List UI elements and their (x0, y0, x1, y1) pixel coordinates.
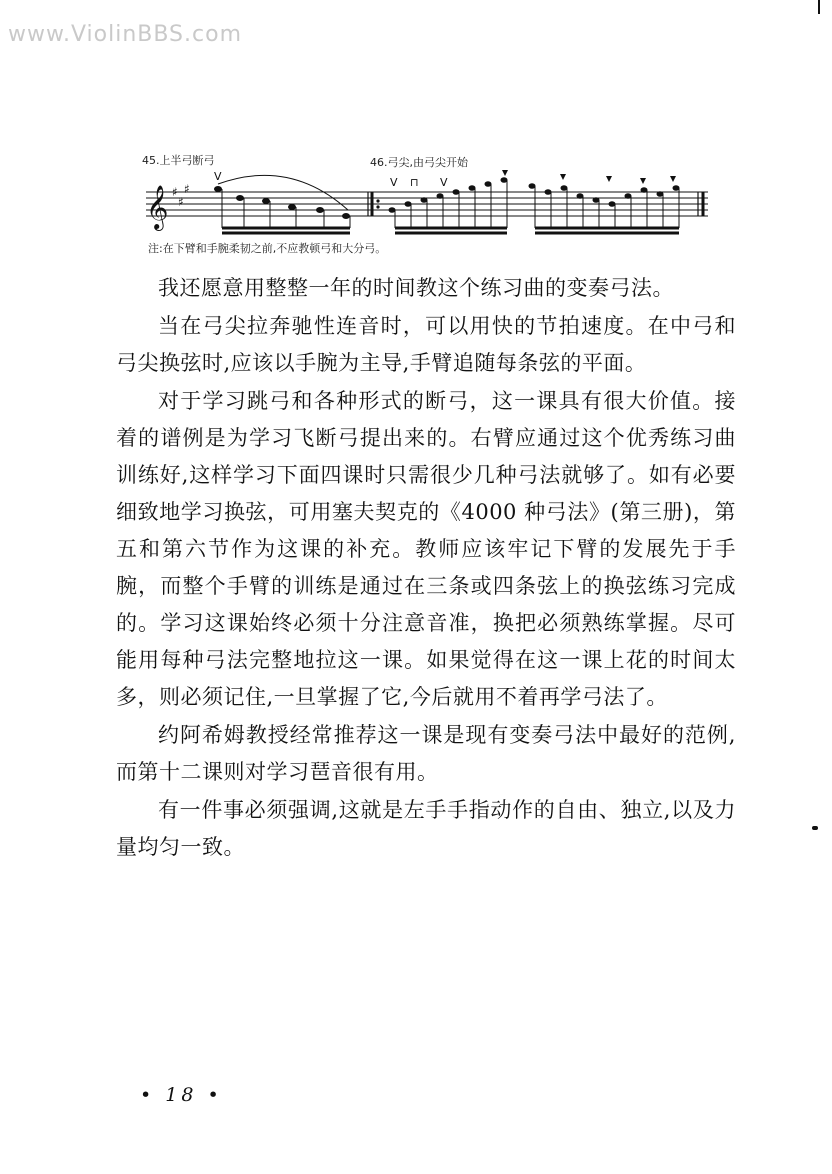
svg-text:V: V (440, 176, 448, 189)
svg-text:♯: ♯ (184, 182, 190, 196)
svg-text:V: V (390, 176, 398, 189)
svg-text:V: V (214, 170, 222, 183)
svg-text:⊓: ⊓ (410, 176, 419, 189)
paragraph-5: 有一件事必须强调,这就是左手手指动作的自由、独立,以及力量均匀一致。 (116, 798, 736, 859)
watermark: www.ViolinBBS.com (8, 22, 243, 47)
page-number: • 18 • (140, 1084, 223, 1106)
score-label-45: 45.上半弓断弓 (142, 154, 215, 167)
score-label-46: 46.弓尖,由弓尖开始 (370, 156, 468, 169)
edge-mark-top (818, 0, 820, 14)
paragraph-4: 约阿希姆教授经常推荐这一课是现有变奏弓法中最好的范例,而第十二课则对学习琶音很有用。 (116, 723, 736, 784)
paragraph-1: 我还愿意用整整一年的时间教这个练习曲的变奏弓法。 (158, 276, 674, 300)
paragraph-2: 当在弓尖拉奔驰性连音时，可以用快的节拍速度。在中弓和弓尖换弦时,应该以手腕为主导,手臂追随每条弦的平面。 (116, 314, 736, 375)
paragraph-3: 对于学习跳弓和各种形式的断弓，这一课具有很大价值。接着的谱例是为学习飞断弓提出来的。右臂应通过这个优秀练习曲训练好,这样学习下面四课时只需很少几种弓法就够了。如有必要细致地学习换弦，可用塞夫契克的《4000 种弓法》(第三册)，第五和第六节作为这课的补充。教师应该牢记下臂的发展先于手腕，而整个手臂的训练是通过在三条或四条弦上的换弦练习完成的。学习这课始终必须十分注意音准，换把必须熟练掌握。尽可能用每种弓法完整地拉这一课。如果觉得在这一课上花的时间太多，则必须记住,一旦掌握了它,今后就用不着再学弓法了。 (116, 389, 736, 709)
score-footnote: 注:在下臂和手腕柔韧之前,不应教顿弓和大分弓。 (148, 242, 387, 255)
svg-text:𝄞: 𝄞 (146, 185, 169, 229)
body-text (116, 270, 736, 867)
svg-text:♯: ♯ (178, 195, 184, 209)
svg-text:♯: ♯ (172, 185, 178, 199)
edge-mark-middle (812, 826, 818, 830)
